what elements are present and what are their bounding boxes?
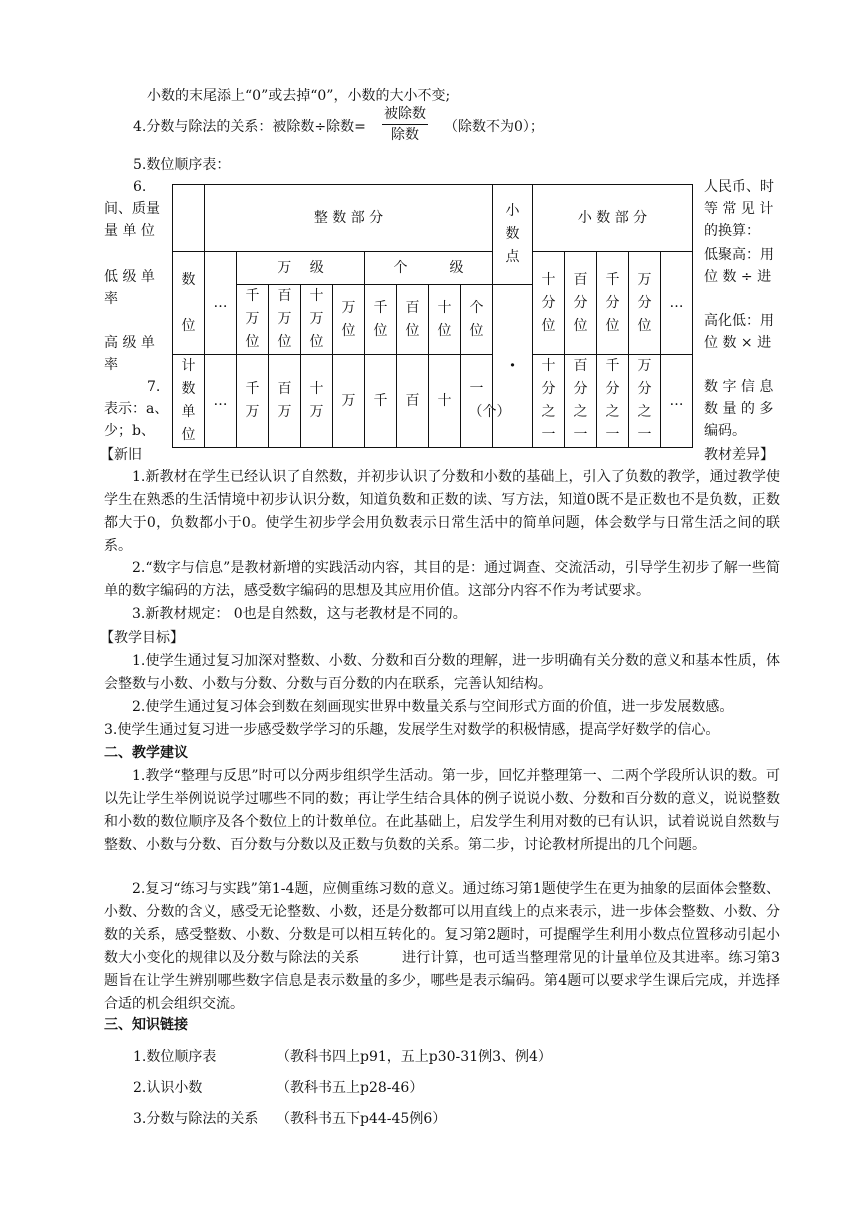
margin-text: 率 — [104, 291, 118, 307]
section-label: 5.数位顺序表： — [133, 157, 231, 173]
unit-cell: 一（个） — [461, 355, 493, 448]
paragraph: 3.新教材规定： 0也是自然数，这与老教材是不同的。 — [132, 606, 467, 622]
table-corner-cell — [173, 185, 205, 252]
margin-text: 教材差异】 — [704, 447, 774, 463]
margin-text: 少；b、 — [104, 423, 155, 439]
text-line: 小数的末尾添上“0”或去掉“0”，小数的大小不变; — [147, 88, 451, 104]
paragraph: 1.教学“整理与反思”时可以分两步组织学生活动。第一步，回忆并整理第一、二两个学段所认识的数。可以先让学生举例说说学过哪些不同的数；再让学生结合具体的例子说说小数、分数和百分数的意义，说说整数和小数的数位顺序及各个数位上的计数单位。在此基础上，启发学生利用对数的已有认识，试着说说自然数与整数、小数与分数、百分数与分数以及正数与负数的关系。第二步，讨论教材所提出的几个问题。 — [104, 768, 780, 853]
margin-text: 位 数 × 进 — [704, 335, 772, 351]
place-cell: 百位 — [397, 285, 429, 355]
unit-cell: 十 — [429, 355, 461, 448]
paragraph: 2.“数字与信息”是教材新增的实践活动内容，其目的是：通过调查、交流活动，引导学生初步了解一些简单的数字编码的方法，感受数字编码的思想及其应用价值。这部分内容不作为考试要求。 — [104, 560, 780, 599]
place-cell: 十位 — [429, 285, 461, 355]
unit-label: 计数单位 — [173, 355, 205, 448]
unit-cell: 千万 — [237, 355, 269, 448]
section-heading: 二、教学建议 — [104, 745, 188, 761]
ge-class-header: 个 级 — [365, 252, 493, 285]
paragraph: 1.使学生通过复习加深对整数、小数、分数和百分数的理解，进一步明确有关分数的意义和基本性质，体会整数与小数、小数与分数、分数与百分数的内在联系，完善认知结构。 — [104, 653, 780, 692]
decimal-unit-cell: 万分之一 — [629, 355, 661, 448]
section-heading: 【教学目标】 — [100, 630, 184, 646]
margin-text: 高化低：用 — [704, 313, 774, 329]
ellipsis-cell: … — [205, 355, 237, 448]
unit-cell: 十万 — [301, 355, 333, 448]
link-ref: （教科书五上p28-46） — [276, 1080, 424, 1096]
margin-text: 编码。 — [704, 423, 746, 439]
unit-cell: 百 — [397, 355, 429, 448]
margin-text: 量 单 位 — [104, 223, 155, 239]
integer-part-header: 整 数 部 分 — [205, 185, 493, 252]
ellipsis-cell: … — [661, 355, 693, 448]
decimal-part-header: 小 数 部 分 — [533, 185, 693, 252]
margin-text: 表示：a、 — [104, 401, 169, 417]
place-cell: 万位 — [333, 285, 365, 355]
margin-text: 间、质量 — [104, 201, 160, 217]
unit-cell: 百万 — [269, 355, 301, 448]
paragraph: 3.使学生通过复习进一步感受数学学习的乐趣，发展学生对数学的积极情感，提高学好数学的信心。 — [104, 722, 720, 738]
margin-text: 低 级 单 — [104, 269, 155, 285]
place-cell: 百万位 — [269, 285, 301, 355]
decimal-unit-cell: 十分之一 — [533, 355, 565, 448]
margin-text: 数 字 信 息 — [704, 379, 774, 395]
text-line: （除数不为0）； — [444, 119, 544, 135]
fraction-numerator: 被除数 — [382, 104, 428, 125]
decimal-place-cell: 万分位 — [629, 252, 661, 355]
decimal-unit-cell: 千分之一 — [597, 355, 629, 448]
place-cell: 千位 — [365, 285, 397, 355]
unit-cell: 千 — [365, 355, 397, 448]
division-relation-label: 4.分数与除法的关系：被除数÷除数= — [133, 119, 366, 135]
link-label: 2.认识小数 — [133, 1080, 203, 1096]
wan-class-header: 万 级 — [237, 252, 365, 285]
section-heading: 三、知识链接 — [104, 1017, 188, 1033]
margin-text: 率 — [104, 357, 118, 373]
link-label: 1.数位顺序表 — [133, 1049, 217, 1065]
decimal-place-cell: 百分位 — [565, 252, 597, 355]
margin-text: 等 常 见 计 — [704, 201, 774, 217]
margin-text: 位 数 ÷ 进 — [704, 269, 772, 285]
place-value-table — [172, 184, 693, 448]
margin-text: 6. — [133, 179, 147, 195]
margin-text: 7. — [147, 379, 161, 395]
decimal-place-cell: 千分位 — [597, 252, 629, 355]
fraction — [382, 104, 428, 145]
margin-text: 【新旧 — [100, 447, 142, 463]
link-label: 3.分数与除法的关系 — [133, 1111, 259, 1127]
margin-text: 数 量 的 多 — [704, 401, 774, 417]
decimal-point-header: 小数点 — [493, 185, 533, 285]
decimal-point-cell: · — [493, 285, 533, 448]
margin-text: 人民币、时 — [704, 179, 774, 195]
margin-text: 的换算： — [704, 223, 760, 239]
place-cell: 千万位 — [237, 285, 269, 355]
link-ref: （教科书四上p91，五上p30-31例3、例4） — [276, 1049, 552, 1065]
unit-cell: 万 — [333, 355, 365, 448]
fraction-denominator: 除数 — [391, 127, 419, 143]
decimal-place-cell: 十分位 — [533, 252, 565, 355]
link-ref: （教科书五下p44-45例6） — [276, 1111, 447, 1127]
place-cell: 个位 — [461, 285, 493, 355]
margin-text: 高 级 单 — [104, 335, 155, 351]
ellipsis-cell: … — [661, 252, 693, 355]
decimal-unit-cell: 百分之一 — [565, 355, 597, 448]
paragraph: 2.使学生通过复习体会到数在刻画现实世界中数量关系与空间形式方面的价值，进一步发展数感。 — [132, 699, 734, 715]
paragraph: 2.复习“练习与实践”第1-4题，应侧重练习数的意义。通过练习第1题使学生在更为抽象的层面体会整数、小数、分数的含义，感受无论整数、小数，还是分数都可以用直线上的点来表示，进一步体会整数、小数、分数的关系，感受整数、小数、分数是可以相互转化的。复习第2题时，可提醒学生利用小数点位置移动引起小数大小变化的规律以及分数与除法的关系 进行计算，也可适当整理常见的计量单位及其进率。练习第3题旨在让学生辨别哪些数字信息是表示数量的多少，哪些是表示编码。第4题可以要求学生课后完成，并选择合适的机会组织交流。 — [104, 881, 780, 1012]
place-cell: 十万位 — [301, 285, 333, 355]
ellipsis-cell: … — [205, 252, 237, 355]
margin-text: 低聚高：用 — [704, 247, 774, 263]
paragraph: 1.新教材在学生已经认识了自然数，并初步认识了分数和小数的基础上，引入了负数的教学，通过教学使学生在熟悉的生活情境中初步认识分数，知道负数和正数的读、写方法，知道0既不是正数也不是负数，正数都大于0，负数都小于0。使学生初步学会用负数表示日常生活中的简单问题，体会数学与日常生活之间的联系。 — [104, 469, 780, 554]
shuwei-label: 数位 — [173, 252, 205, 355]
